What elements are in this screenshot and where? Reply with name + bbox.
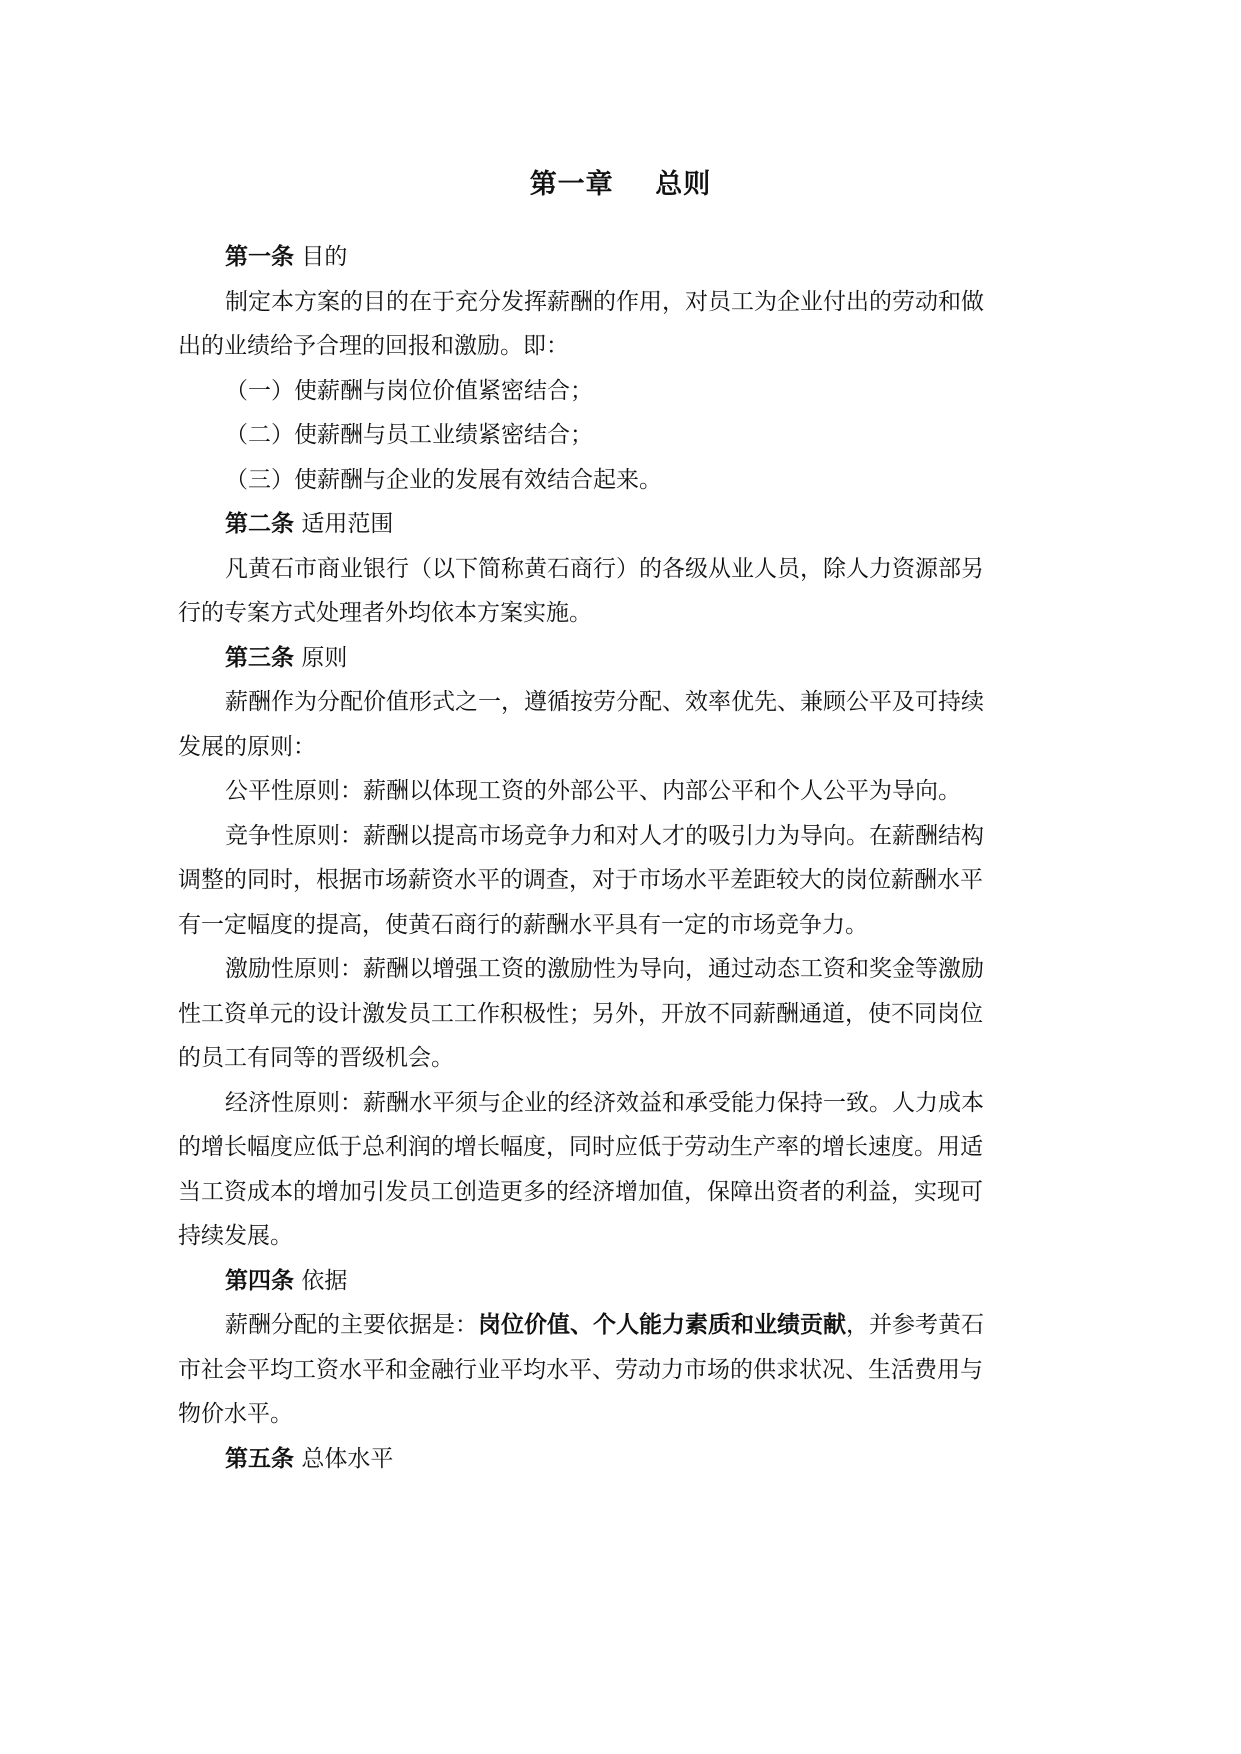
article-name: 依据 [301, 1267, 348, 1294]
paragraph: 竞争性原则：薪酬以提高市场竞争力和对人才的吸引力为导向。在薪酬结构 [225, 822, 984, 849]
article-1-heading [225, 235, 1055, 280]
paragraph: 薪酬作为分配价值形式之一，遵循按劳分配、效率优先、兼顾公平及可持续 [225, 689, 984, 715]
paragraph: 制定本方案的目的在于充分发挥薪酬的作用，对员工为企业付出的劳动和做 [225, 288, 984, 315]
article-2-heading [225, 502, 1055, 547]
article-name: 目的 [301, 244, 348, 270]
paragraph-continued: 出的业绩给予合理的回报和激励。即： [178, 333, 569, 359]
emphasis-text: 岗位价值、个人能力素质和业绩贡献 [478, 1311, 846, 1338]
article-number: 第四条 [225, 1266, 294, 1294]
paragraph-continued: 持续发展。 [178, 1223, 293, 1249]
document-body [178, 235, 1055, 1481]
paragraph-continued: 性工资单元的设计激发员工工作积极性；另外，开放不同薪酬通道，使不同岗位 [178, 1000, 983, 1027]
article-number: 第五条 [225, 1444, 294, 1472]
article-number: 第一条 [225, 243, 294, 270]
paragraph: 凡黄石市商业银行（以下简称黄石商行）的各级从业人员，除人力资源部另 [225, 555, 984, 582]
paragraph-continued: 的增长幅度应低于总利润的增长幅度，同时应低于劳动生产率的增长速度。用适 [178, 1134, 983, 1160]
chapter-title: 第一章 总则 [529, 169, 712, 200]
article-5-heading [225, 1437, 1055, 1482]
list-item: （一）使薪酬与岗位价值紧密结合； [225, 377, 593, 404]
paragraph-continued: 的员工有同等的晋级机会。 [178, 1045, 454, 1071]
article-number: 第二条 [225, 510, 294, 537]
paragraph-continued: 行的专案方式处理者外均依本方案实施。 [178, 600, 592, 626]
article-4-heading [225, 1259, 1055, 1304]
list-item: （二）使薪酬与员工业绩紧密结合； [225, 422, 593, 448]
article-3-heading [225, 636, 1055, 681]
list-item: （三）使薪酬与企业的发展有效结合起来。 [225, 466, 662, 493]
article-name: 适用范围 [301, 511, 394, 537]
paragraph-continued: 市社会平均工资水平和金融行业平均水平、劳动力市场的供求状况、生活费用与 [178, 1356, 983, 1383]
paragraph-continued: 有一定幅度的提高，使黄石商行的薪酬水平具有一定的市场竞争力。 [178, 911, 868, 938]
article-name: 原则 [301, 644, 348, 671]
paragraph: 激励性原则：薪酬以增强工资的激励性为导向，通过动态工资和奖金等激励 [225, 956, 984, 982]
paragraph: 经济性原则：薪酬水平须与企业的经济效益和承受能力保持一致。人力成本 [225, 1089, 984, 1116]
paragraph-continued: 调整的同时，根据市场薪资水平的调查，对于市场水平差距较大的岗位薪酬水平 [178, 867, 983, 893]
paragraph: 薪酬分配的主要依据是：岗位价值、个人能力素质和业绩贡献，并参考黄石 [225, 1311, 984, 1338]
paragraph-continued: 物价水平。 [178, 1401, 293, 1427]
paragraph-continued: 当工资成本的增加引发员工创造更多的经济增加值，保障出资者的利益，实现可 [178, 1178, 983, 1205]
article-name: 总体水平 [301, 1445, 394, 1472]
article-number: 第三条 [225, 643, 294, 671]
paragraph: 公平性原则：薪酬以体现工资的外部公平、内部公平和个人公平为导向。 [225, 778, 961, 804]
paragraph-continued: 发展的原则： [178, 733, 316, 760]
